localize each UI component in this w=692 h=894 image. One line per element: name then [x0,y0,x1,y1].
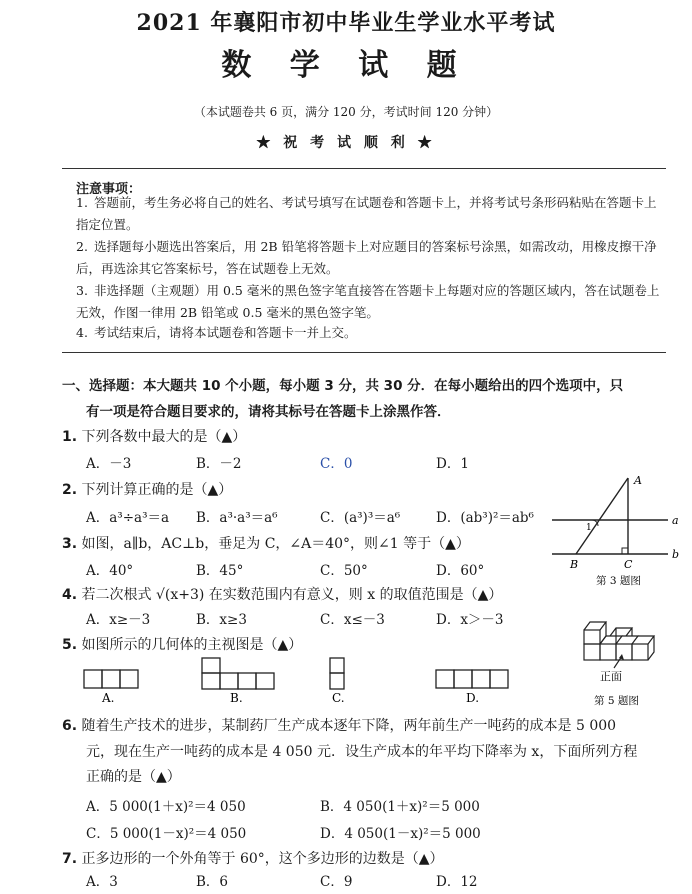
q5-option-a-drawing [84,670,138,688]
notice-heading: 注意事项： [76,182,142,197]
q2-option-a: A．a³÷a³＝a [86,510,170,526]
label-angle-1: 1 [586,523,592,533]
q1-option-b: B．－2 [196,456,242,472]
figure-q5 [578,618,678,712]
q5-option-c: C. [332,691,345,705]
q5-option-c-drawing [330,658,344,689]
question-1: 1. 下列各数中最大的是（▲） [62,429,247,445]
label-a: a [672,514,679,527]
question-7: 7. 正多边形的一个外角等于 60°，这个多边形的边数是（▲） [62,851,444,867]
q4-option-b: B．x≥3 [196,612,247,628]
question-6-line1: 6. 随着生产技术的进步，某制药厂生产成本逐年下降，两年前生产一吨药的成本是 5 000 [62,718,617,734]
divider-bottom [62,352,666,353]
notice-item-2: 2. 选择题每小题选出答案后，用 2B 铅笔将答题卡上对应题目的答案标号涂黑，如需改动，用橡皮擦干净后，再选涂其它答案标号，答在试题卷上无效。 [76,239,657,276]
subject-title: 数 学 试 题 [221,48,471,83]
q3-option-a: A．40° [86,563,134,579]
notice-item-4: 4. 考试结束后，请将本试题卷和答题卡一并上交。 [76,325,357,340]
q4-option-a: A．x≥－3 [86,612,151,628]
fig3-caption: 第 3 题图 [596,575,641,587]
q6-option-d: D．4 050(1－x)²＝5 000 [320,826,481,842]
q3-option-b: B．45° [196,563,244,579]
q7-option-c: C．9 [320,874,353,890]
q5-option-b-drawing [202,658,274,689]
fig5-caption: 第 5 题图 [594,695,639,707]
notice-item-3: 3. 非选择题（主观题）用 0.5 毫米的黑色签字笔直接答在答题卡上每题对应的答题区域内，答在试题卷上无效，作图一律用 2B 铅笔或 0.5 毫米的黑色签字笔。 [76,283,660,320]
right-angle-mark [622,548,628,554]
q5-option-d: D. [466,691,480,705]
segment-ab [576,478,628,554]
q5-options-figure [80,656,540,708]
q6-option-a: A．5 000(1＋x)²＝4 050 [86,799,246,815]
question-6-line3: 正确的是（▲） [86,769,181,785]
label-C: C [624,558,633,571]
question-5: 5. 如图所示的几何体的主视图是（▲） [62,637,303,653]
question-2: 2. 下列计算正确的是（▲） [62,482,233,498]
q2-option-c: C．(a³)³＝a⁶ [320,510,401,526]
figure-q3 [548,474,684,594]
q5-option-b: B. [230,691,243,705]
q5-option-d-drawing [436,670,508,688]
question-6-line2: 元，现在生产一吨药的成本是 4 050 元．设生产成本的年平均下降率为 x，下面所列方程 [86,744,638,760]
good-luck-banner: ★ 祝 考 试 顺 利 ★ [256,135,436,151]
q1-option-c: C．0 [320,456,353,472]
divider-top [62,168,666,169]
notice-item-1: 1. 答题前，考生务必将自己的姓名、考试号填写在试题卷和答题卡上，并将考试号条形码粘贴在答题卡上指定位置。 [76,195,657,232]
q3-option-d: D．60° [436,563,485,579]
label-A: A [634,474,642,487]
q1-option-a: A．－3 [86,456,132,472]
question-4: 4. 若二次根式 √(x+3) 在实数范围内有意义，则 x 的取值范围是（▲） [62,587,503,603]
question-3: 3. 如图，a∥b，AC⊥b，垂足为 C，∠A＝40°，则∠1 等于（▲） [62,536,470,552]
q2-option-b: B．a³·a³＝a⁶ [196,510,278,526]
section-heading-line1: 一、选择题：本大题共 10 个小题，每小题 3 分，共 30 分．在每小题给出的四个选项中，只 [62,378,624,394]
q1-option-d: D．1 [436,456,469,472]
fig5-front-label: 正面 [600,670,622,683]
q6-option-c: C．5 000(1－x)²＝4 050 [86,826,247,842]
q7-option-a: A．3 [86,874,118,890]
q4-option-d: D．x＞－3 [436,612,504,628]
q5-option-a: A. [102,691,115,705]
q3-option-c: C．50° [320,563,368,579]
q7-option-b: B．6 [196,874,229,890]
q2-option-d: D．(ab³)²＝ab⁶ [436,510,534,526]
q6-option-b: B．4 050(1＋x)²＝5 000 [320,799,480,815]
section-heading-line2: 有一项是符合题目要求的，请将其标号在答题卡上涂黑作答． [86,404,451,420]
exam-info: （本试题卷共 6 页，满分 120 分，考试时间 120 分钟） [193,105,499,119]
label-b: b [672,548,680,561]
exam-title: 2021 年襄阳市初中毕业生学业水平考试 [136,10,556,36]
q7-option-d: D．12 [436,874,478,890]
label-B: B [570,558,579,571]
q4-option-c: C．x≤－3 [320,612,385,628]
